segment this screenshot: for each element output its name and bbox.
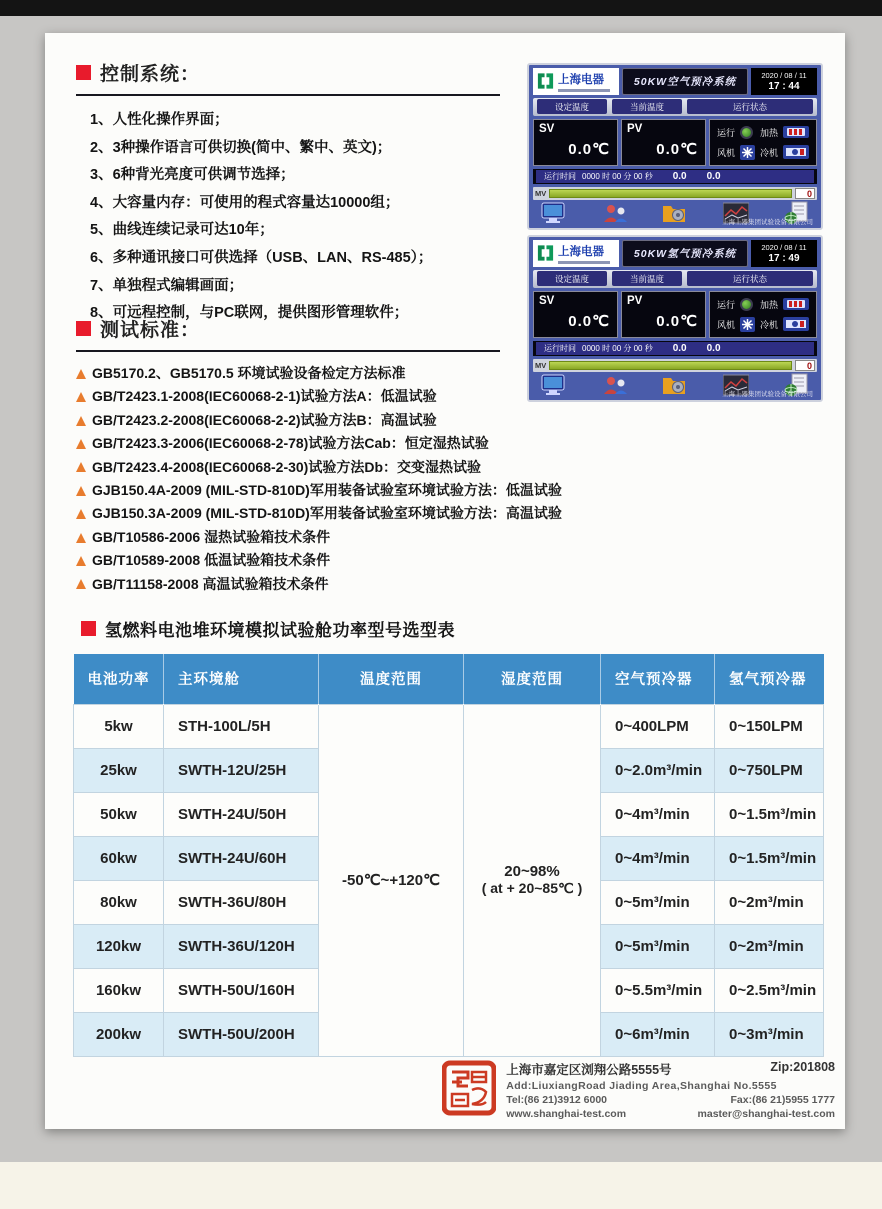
triangle-bullet-icon <box>76 509 86 519</box>
fan-label: 风机 <box>717 147 736 158</box>
mv-value: 0 <box>795 188 815 199</box>
hmi-company-name: 上海上器集团试验设备有限公司 <box>722 219 813 226</box>
runtime-label: 运行时间 <box>544 172 576 181</box>
sv-label: SV <box>539 122 555 135</box>
heater-icon <box>783 297 809 311</box>
cell-chamber: SWTH-24U/50H <box>164 792 319 836</box>
standard-item: GB/T2423.2-2008(IEC60068-2-2)试验方法B：高温试验 <box>76 409 821 432</box>
logo-subtext-bar <box>558 89 610 92</box>
hmi-time: 17 : 44 <box>768 80 800 92</box>
standard-item: GB/T10586-2006 湿热试验箱技术条件 <box>76 526 821 549</box>
runtime-extra-value: 0.0 <box>706 343 721 354</box>
heat-label: 加热 <box>759 299 778 310</box>
sv-value: 0.0℃ <box>568 313 610 330</box>
hmi-bottom-toolbar <box>533 200 817 225</box>
hmi-tab-current-temp: 当前温度 <box>612 99 682 114</box>
standard-item: GB/T2423.4-2008(IEC60068-2-30)试验方法Db：交变湿热试验 <box>76 456 821 479</box>
cell-power: 200kw <box>74 1012 164 1056</box>
cell-chamber: SWTH-36U/80H <box>164 880 319 924</box>
section-selection-table <box>73 616 823 1057</box>
mv-label: MV <box>535 361 547 370</box>
hmi-tab-run-status: 运行状态 <box>687 99 813 114</box>
cell-power: 120kw <box>74 924 164 968</box>
cell-power: 50kw <box>74 792 164 836</box>
col-header-humidity-range: 湿度范围 <box>464 654 601 704</box>
fan-label: 风机 <box>717 319 736 330</box>
triangle-bullet-icon <box>76 462 86 472</box>
mv-value: 0 <box>795 360 815 371</box>
run-status-panel <box>709 119 817 166</box>
cell-air-precooler: 0~6m³/min <box>601 1012 715 1056</box>
runtime-value: 0000 时 00 分 00 秒 <box>582 344 653 353</box>
control-system-feature-list <box>76 107 500 328</box>
list-item: 8、可远程控制，与PC联网，提供图形管理软件； <box>90 305 409 322</box>
col-header-main-chamber: 主环境舱 <box>164 654 319 704</box>
website: www.shanghai-test.com <box>506 1108 627 1120</box>
standard-item: GB/T2423.1-2008(IEC60068-2-1)试验方法A：低温试验 <box>76 385 821 408</box>
sv-value: 0.0℃ <box>568 141 610 158</box>
cell-power: 25kw <box>74 748 164 792</box>
cell-power: 60kw <box>74 836 164 880</box>
logo-mark-icon <box>536 244 555 262</box>
users-icon <box>602 201 628 225</box>
hmi-date: 2020 / 08 / 11 <box>761 242 807 252</box>
email: master@shanghai-test.com <box>697 1108 835 1120</box>
shanghai-electric-logo <box>533 240 619 267</box>
mv-output-bar <box>533 187 817 200</box>
cell-chamber: STH-100L/5H <box>164 704 319 748</box>
col-header-air-precooler: 空气预冷器 <box>601 654 715 704</box>
logo-mark-icon <box>536 72 555 90</box>
fax: Fax:(86 21)5955 1777 <box>730 1094 835 1106</box>
fan-icon <box>740 145 755 160</box>
address-block <box>506 1060 835 1120</box>
folder-gear-icon <box>662 201 688 225</box>
cell-air-precooler: 0~4m³/min <box>601 836 715 880</box>
table-header-row <box>74 654 824 704</box>
cell-power: 80kw <box>74 880 164 924</box>
logo-text: 上海电器 <box>558 73 604 86</box>
table-title: 氢燃料电池堆环境模拟试验舱功率型号选型表 <box>105 621 455 640</box>
cell-h2-precooler: 0~3m³/min <box>715 1012 824 1056</box>
cell-air-precooler: 0~5m³/min <box>601 924 715 968</box>
sv-display <box>533 119 618 166</box>
runtime-extra-value: 0.0 <box>672 343 687 354</box>
cell-h2-precooler: 0~1.5m³/min <box>715 836 824 880</box>
logo-subtext-bar <box>558 261 610 264</box>
cell-air-precooler: 0~5.5m³/min <box>601 968 715 1012</box>
cell-h2-precooler: 0~2m³/min <box>715 880 824 924</box>
footer-contact-block <box>442 1060 835 1120</box>
telephone: Tel:(86 21)3912 6000 <box>506 1094 608 1106</box>
section-title: 控制系统： <box>100 64 201 85</box>
list-item: 1、人性化操作界面； <box>90 112 229 128</box>
run-indicator-light-icon <box>740 298 753 311</box>
standard-item: GB5170.2、GB5170.5 环境试验设备检定方法标准 <box>76 362 821 385</box>
section-test-standards <box>76 315 821 596</box>
section-divider <box>76 94 500 96</box>
triangle-bullet-icon <box>76 369 86 379</box>
cell-h2-precooler: 0~150LPM <box>715 704 824 748</box>
heater-icon <box>783 125 809 139</box>
list-item: 4、大容量内存：可使用的程式容量达10000组； <box>90 194 400 211</box>
red-square-bullet-icon <box>81 621 96 636</box>
standard-item: GJB150.4A-2009 (MIL-STD-810D)军用装备试验室环境试验方法：低温试验 <box>76 479 821 502</box>
cell-humidity-range: 20~98% ( at + 20~85℃ ) <box>464 704 601 1056</box>
cooler-label: 冷机 <box>759 147 778 158</box>
table-row <box>74 704 824 748</box>
hmi-title: 50KW氢气预冷系统 <box>622 240 748 267</box>
red-square-bullet-icon <box>76 321 91 336</box>
cell-h2-precooler: 0~750LPM <box>715 748 824 792</box>
hmi-tab-bar <box>533 98 817 116</box>
hmi-title: 50KW空气预冷系统 <box>622 68 748 95</box>
cell-air-precooler: 0~4m³/min <box>601 792 715 836</box>
address-cn: 上海市嘉定区浏翔公路5555号 <box>506 1063 672 1077</box>
monitor-icon <box>541 201 567 225</box>
run-label: 运行 <box>717 299 736 310</box>
hmi-tab-set-temp: 设定温度 <box>537 99 607 114</box>
pv-value: 0.0℃ <box>656 141 698 158</box>
triangle-bullet-icon <box>76 392 86 402</box>
cooler-label: 冷机 <box>759 319 778 330</box>
section-control-system <box>76 59 500 328</box>
triangle-bullet-icon <box>76 439 86 449</box>
list-item: 7、单独程式编辑画面； <box>90 277 244 294</box>
runtime-extra-value: 0.0 <box>672 171 687 182</box>
hmi-time: 17 : 49 <box>768 252 800 264</box>
runtime-label: 运行时间 <box>544 344 576 353</box>
hmi-tab-set-temp: 设定温度 <box>537 271 607 286</box>
cell-chamber: SWTH-24U/60H <box>164 836 319 880</box>
run-label: 运行 <box>717 127 736 138</box>
cell-air-precooler: 0~2.0m³/min <box>601 748 715 792</box>
hmi-company-name: 上海上器集团试验设备有限公司 <box>722 391 813 398</box>
company-seal-icon <box>442 1060 496 1116</box>
mv-progress-bar <box>549 189 792 198</box>
col-header-h2-precooler: 氢气预冷器 <box>715 654 824 704</box>
heat-label: 加热 <box>759 127 778 138</box>
shanghai-electric-logo <box>533 68 619 95</box>
hmi-datetime <box>751 68 817 95</box>
cell-power: 160kw <box>74 968 164 1012</box>
hmi-screen-air-precooling <box>527 63 823 230</box>
logo-text: 上海电器 <box>558 245 604 258</box>
cell-temp-range: -50℃~+120℃ <box>319 704 464 1056</box>
run-indicator-light-icon <box>740 126 753 139</box>
standard-item: GB/T11158-2008 高温试验箱技术条件 <box>76 573 821 596</box>
cell-chamber: SWTH-36U/120H <box>164 924 319 968</box>
runtime-value: 0000 时 00 分 00 秒 <box>582 172 653 181</box>
standard-item: GJB150.3A-2009 (MIL-STD-810D)军用装备试验室环境试验方法：高温试验 <box>76 502 821 525</box>
mv-label: MV <box>535 189 547 198</box>
list-item: 6、多种通讯接口可供选择（USB、LAN、RS-485）； <box>90 249 433 266</box>
hmi-datetime <box>751 240 817 267</box>
standard-item: GB/T2423.3-2006(IEC60068-2-78)试验方法Cab：恒定湿热试验 <box>76 432 821 455</box>
document-page <box>45 33 845 1129</box>
cell-h2-precooler: 0~1.5m³/min <box>715 792 824 836</box>
cell-air-precooler: 0~5m³/min <box>601 880 715 924</box>
hmi-tab-bar <box>533 270 817 288</box>
cell-h2-precooler: 0~2.5m³/min <box>715 968 824 1012</box>
runtime-extra-value: 0.0 <box>706 171 721 182</box>
section-divider <box>76 350 500 352</box>
runtime-bar <box>533 169 817 184</box>
col-header-battery-power: 电池功率 <box>74 654 164 704</box>
cell-chamber: SWTH-50U/160H <box>164 968 319 1012</box>
list-item: 5、曲线连续记录可达10年； <box>90 222 274 239</box>
cell-h2-precooler: 0~2m³/min <box>715 924 824 968</box>
hmi-tab-current-temp: 当前温度 <box>612 271 682 286</box>
scan-bottom-margin <box>0 1162 882 1209</box>
cooler-icon <box>783 145 809 159</box>
zip-code: Zip:201808 <box>770 1060 835 1074</box>
col-header-temp-range: 温度范围 <box>319 654 464 704</box>
triangle-bullet-icon <box>76 486 86 496</box>
list-item: 2、3种操作语言可供切换(简中、繁中、英文)； <box>90 139 392 156</box>
hmi-date: 2020 / 08 / 11 <box>761 70 807 80</box>
list-item: 3、6种背光亮度可供调节选择； <box>90 167 295 184</box>
sv-label: SV <box>539 294 555 307</box>
cell-chamber: SWTH-12U/25H <box>164 748 319 792</box>
model-selection-table <box>73 654 824 1057</box>
pv-label: PV <box>627 122 643 135</box>
cell-power: 5kw <box>74 704 164 748</box>
section-title: 测试标准： <box>100 320 201 341</box>
pv-value: 0.0℃ <box>656 313 698 330</box>
test-standards-list <box>76 362 821 596</box>
triangle-bullet-icon <box>76 416 86 426</box>
cell-chamber: SWTH-50U/200H <box>164 1012 319 1056</box>
pv-display <box>621 119 706 166</box>
standard-item: GB/T10589-2008 低温试验箱技术条件 <box>76 549 821 572</box>
triangle-bullet-icon <box>76 556 86 566</box>
pv-label: PV <box>627 294 643 307</box>
address-en: Add:LiuxiangRoad Jiading Area,Shanghai No.5555 <box>506 1080 777 1092</box>
triangle-bullet-icon <box>76 579 86 589</box>
triangle-bullet-icon <box>76 533 86 543</box>
red-square-bullet-icon <box>76 65 91 80</box>
cell-air-precooler: 0~400LPM <box>601 704 715 748</box>
hmi-tab-run-status: 运行状态 <box>687 271 813 286</box>
scan-top-edge <box>0 0 882 16</box>
